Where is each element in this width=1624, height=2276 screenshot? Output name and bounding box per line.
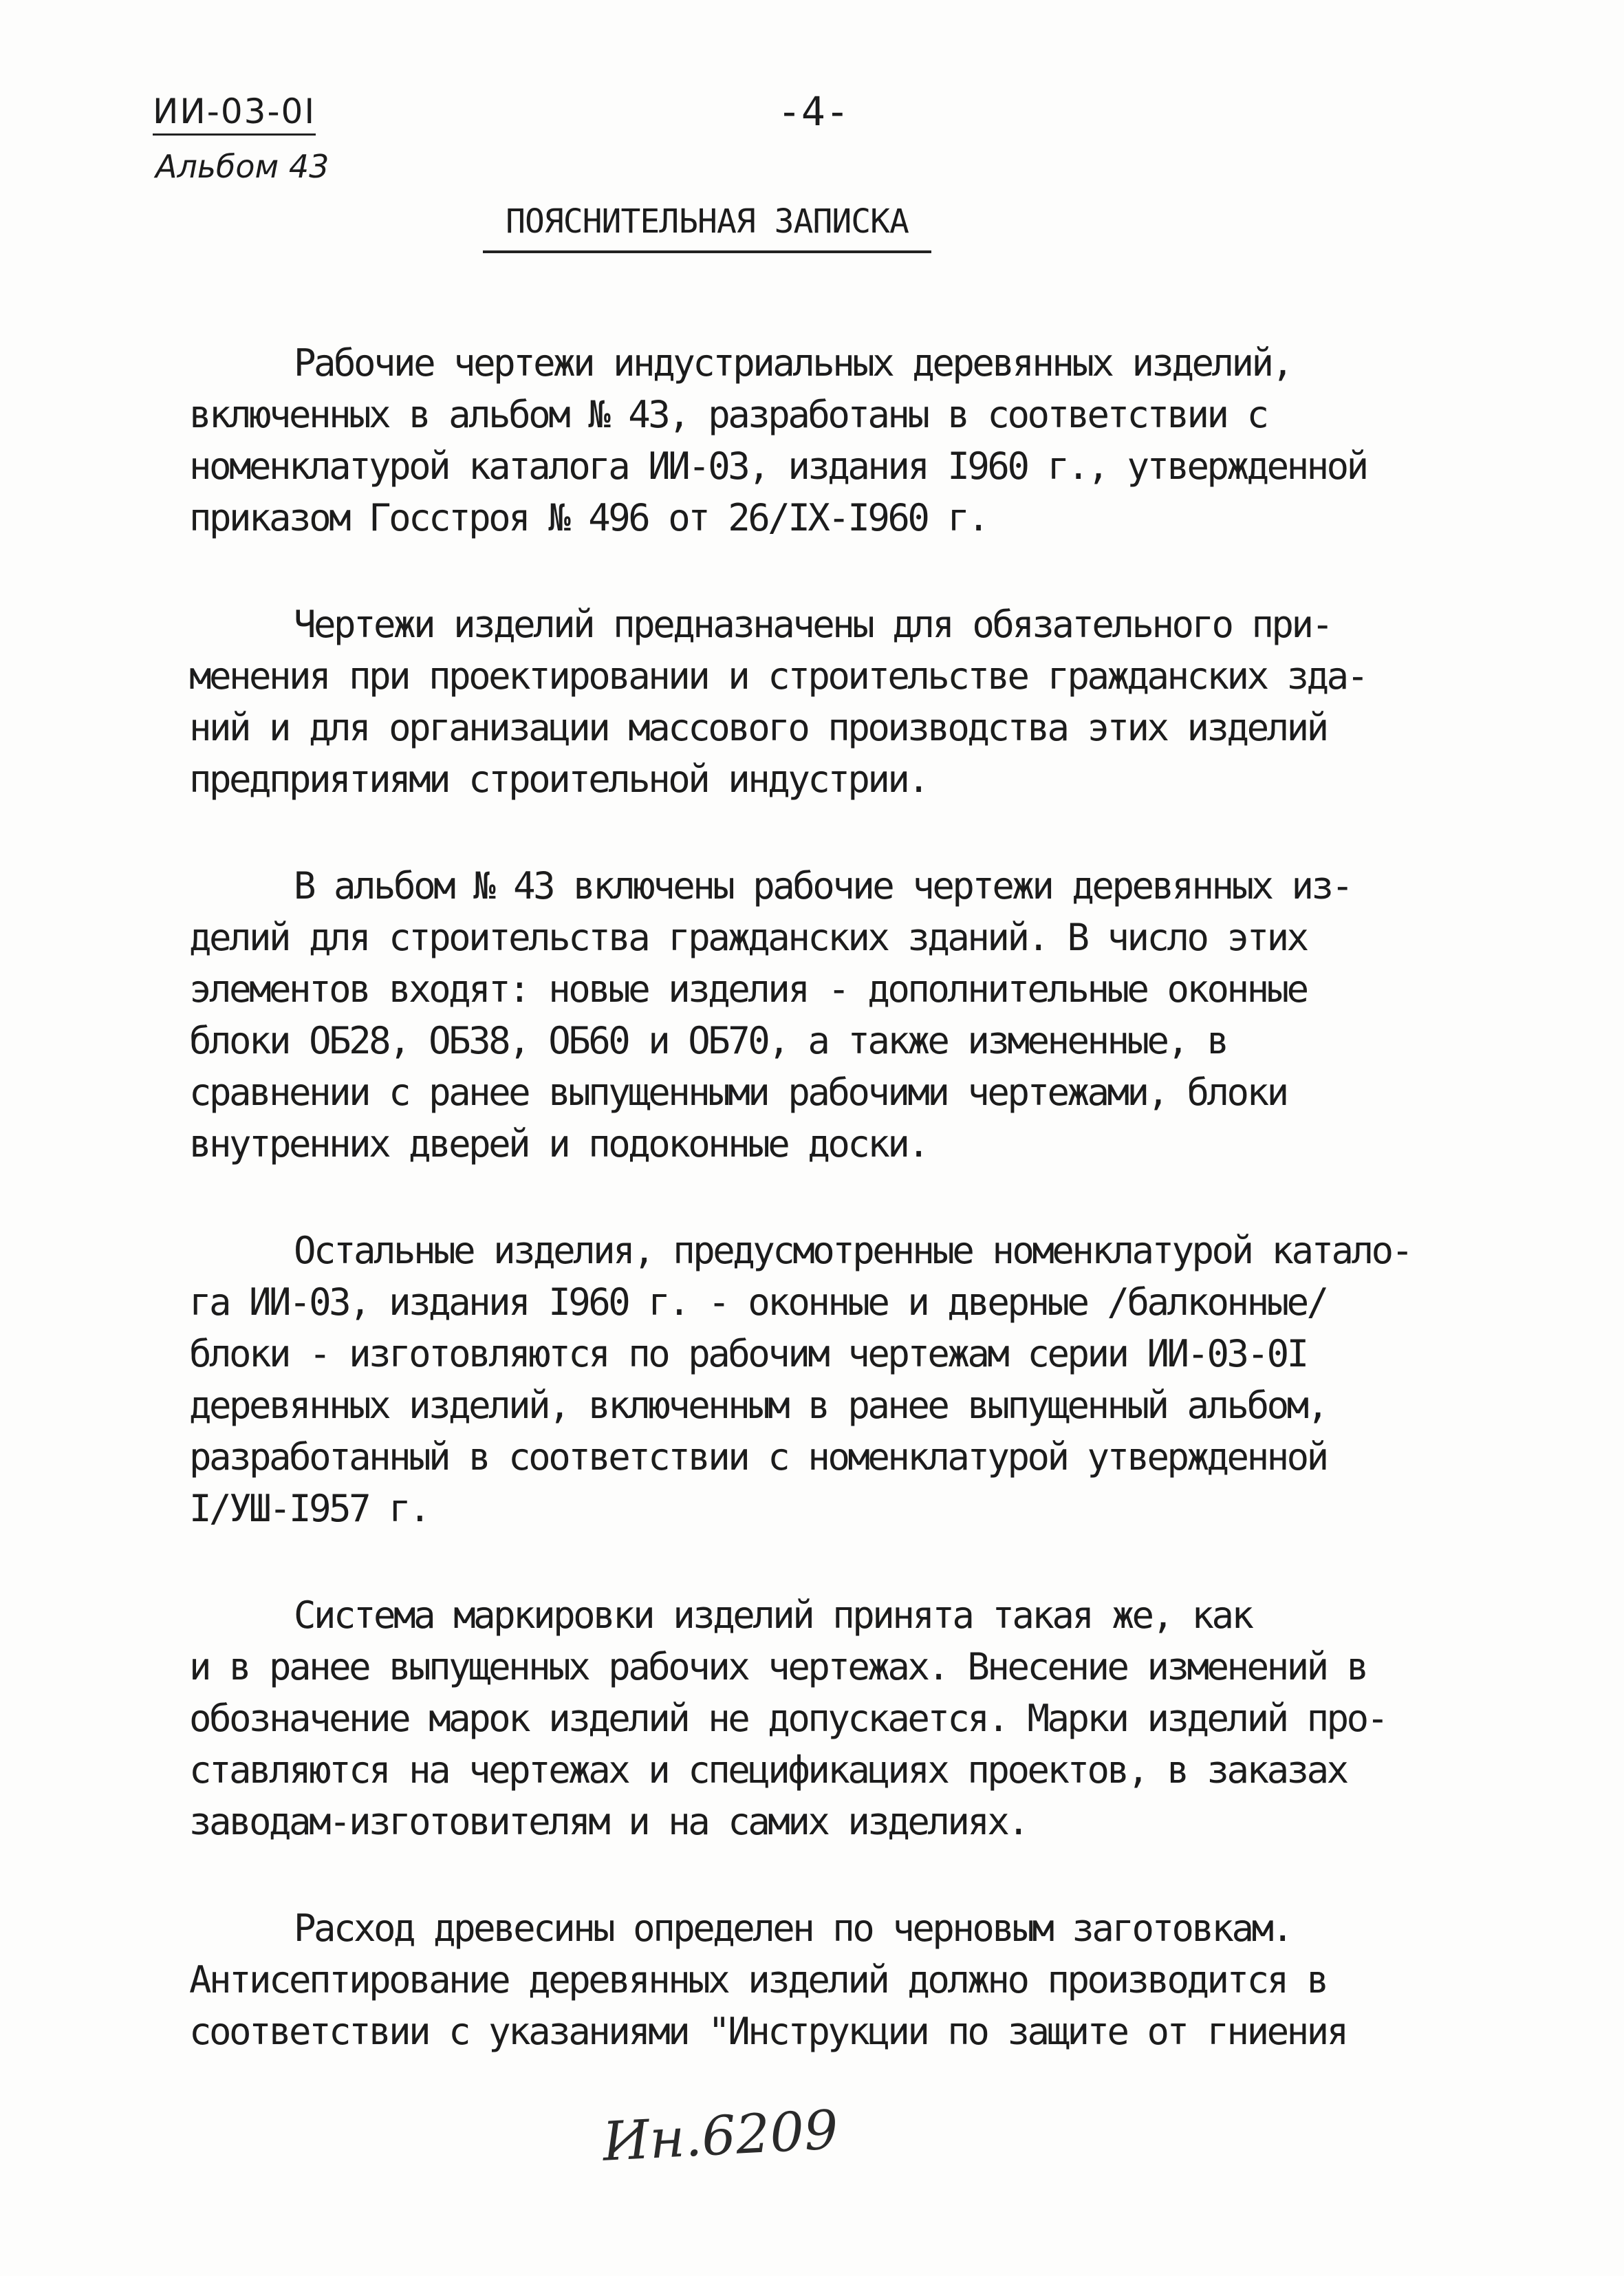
- text-line: ставляются на чертежах и спецификациях проектов, в заказах: [189, 1748, 1347, 1792]
- handwritten-inventory-number: Ин.6209: [600, 2099, 840, 2173]
- text-line: номенклатурой каталога ИИ-03, издания I960 г., утвержденной: [189, 444, 1367, 488]
- text-line: блоки - изготовляются по рабочим чертежам серии ИИ-03-0I: [189, 1332, 1307, 1375]
- paragraph-5: [189, 1589, 1510, 1847]
- text-line: В альбом № 43 включены рабочие чертежи деревянных из-: [294, 864, 1352, 908]
- album-label: Альбом 43: [155, 148, 329, 185]
- text-line: разработанный в соответствии с номенклатурой утвержденной: [189, 1435, 1327, 1479]
- text-line: элементов входят: новые изделия - дополнительные оконные: [189, 967, 1307, 1011]
- text-line: соответствии с указаниями "Инструкции по защите от гниения: [189, 2010, 1347, 2053]
- text-line: деревянных изделий, включенным в ранее выпущенный альбом,: [189, 1384, 1327, 1427]
- paragraph-6: [189, 1902, 1510, 2057]
- text-line: предприятиями строительной индустрии.: [189, 758, 928, 801]
- text-line: Остальные изделия, предусмотренные номенклатурой катало-: [294, 1229, 1411, 1272]
- paragraph-3: [189, 860, 1510, 1170]
- page-number: -4-: [777, 88, 849, 135]
- text-line: приказом Госстроя № 496 от 26/IX-I960 г.: [189, 496, 988, 539]
- text-line: менения при проектировании и строительстве гражданских зда-: [189, 654, 1367, 698]
- document-title: ПОЯСНИТЕЛЬНАЯ ЗАПИСКА: [483, 200, 931, 253]
- paragraph-2: [189, 599, 1510, 805]
- text-line: сравнении с ранее выпущенными рабочими чертежами, блоки: [189, 1071, 1287, 1114]
- text-line: обозначение марок изделий не допускается. Марки изделий про-: [189, 1697, 1387, 1740]
- document-code: ИИ-03-0I: [153, 91, 316, 136]
- paragraph-4: [189, 1225, 1510, 1534]
- text-line: Антисептирование деревянных изделий должно производится в: [189, 1958, 1327, 2001]
- text-line: блоки ОБ28, ОБ38, ОБ60 и ОБ70, а также измененные, в: [189, 1019, 1227, 1062]
- text-line: I/УШ-I957 г.: [189, 1487, 429, 1530]
- text-line: внутренних дверей и подоконные доски.: [189, 1122, 928, 1166]
- text-line: Рабочие чертежи индустриальных деревянных изделий,: [294, 341, 1292, 385]
- text-line: га ИИ-03, издания I960 г. - оконные и дверные /балконные/: [189, 1280, 1327, 1324]
- text-line: ний и для организации массового производства этих изделий: [189, 706, 1327, 749]
- text-line: Расход древесины определен по черновым заготовкам.: [294, 1907, 1292, 1950]
- document-body: [189, 337, 1510, 2112]
- text-line: Система маркировки изделий принята такая же, как: [294, 1593, 1252, 1637]
- text-line: и в ранее выпущенных рабочих чертежах. Внесение изменений в: [189, 1645, 1367, 1688]
- text-line: Чертежи изделий предназначены для обязательного при-: [294, 603, 1332, 646]
- text-line: заводам-изготовителям и на самих изделиях.: [189, 1800, 1028, 1843]
- paragraph-1: [189, 337, 1510, 544]
- text-line: делий для строительства гражданских зданий. В число этих: [189, 916, 1307, 959]
- text-line: включенных в альбом № 43, разработаны в соответствии с: [189, 393, 1267, 436]
